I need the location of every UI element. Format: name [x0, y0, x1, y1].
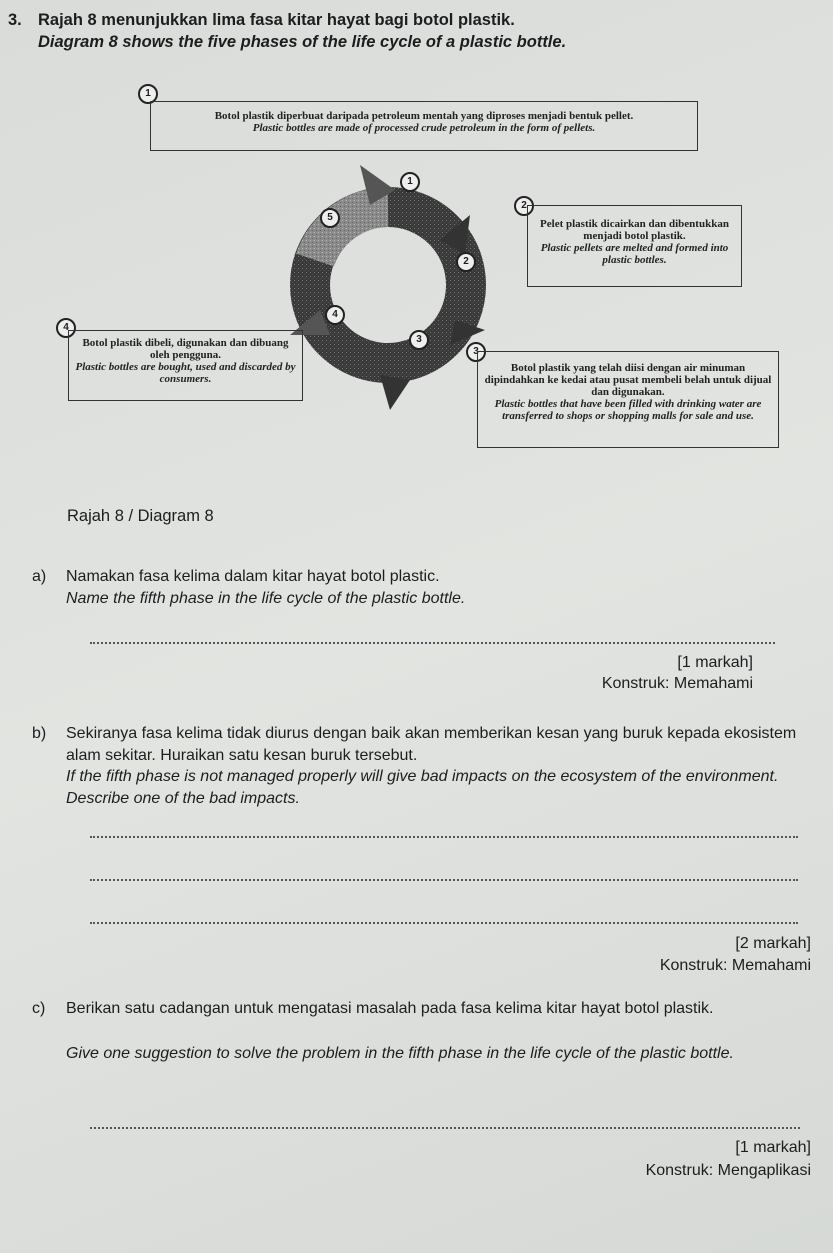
- part-a-ms: Namakan fasa kelima dalam kitar hayat botol plastic.: [66, 568, 440, 585]
- phase-3-ms: Botol plastik yang telah diisi dengan air minuman dipindahkan ke kedai atau pusat membeli belah untuk dijual dan digunakan.: [484, 362, 772, 398]
- part-c-construct: Konstruk: Mengaplikasi: [645, 1162, 811, 1179]
- answer-line-b1[interactable]: [90, 836, 798, 838]
- phase-4-marker: 4: [56, 318, 76, 338]
- phase-1-ms: Botol plastik diperbuat daripada petroleum mentah yang diproses menjadi bentuk pellet.: [214, 110, 634, 122]
- part-c-label: c): [32, 1000, 46, 1017]
- part-c-en: Give one suggestion to solve the problem in the fifth phase in the life cycle of the plastic bottle.: [66, 1045, 734, 1062]
- cycle-label-2: 2: [456, 252, 476, 272]
- phase-2-ms: Pelet plastik dicairkan dan dibentukkan menjadi botol plastik.: [540, 218, 729, 242]
- answer-line-a[interactable]: [90, 642, 775, 644]
- phase-3-marker: 3: [466, 342, 486, 362]
- cycle-ring: [270, 160, 510, 420]
- answer-line-c[interactable]: [90, 1127, 800, 1129]
- answer-line-b2[interactable]: [90, 879, 798, 881]
- part-a-label: a): [32, 568, 47, 585]
- part-a-marks: [1 markah]: [677, 654, 753, 671]
- phase-3-box: [477, 351, 779, 448]
- phase-2-en: Plastic pellets are melted and formed into plastic bottles.: [540, 242, 729, 266]
- part-b-construct: Konstruk: Memahami: [659, 957, 811, 974]
- part-a-en: Name the fifth phase in the life cycle of the plastic bottle.: [66, 590, 466, 607]
- part-b-en: If the fifth phase is not managed properly will give bad impacts on the ecosystem of the environment. Describe one of the bad impacts.: [66, 768, 779, 807]
- phase-1-en: Plastic bottles are made of processed crude petroleum in the form of pellets.: [252, 122, 596, 134]
- phase-3-en: Plastic bottles that have been filled with drinking water are transferred to shops or shopping malls for sale and use.: [494, 398, 762, 422]
- phase-1-marker: 1: [138, 84, 158, 104]
- cycle-label-5: 5: [320, 208, 340, 228]
- question-number: 3.: [8, 11, 22, 29]
- cycle-label-4: 4: [325, 305, 345, 325]
- phase-2-box: [527, 205, 742, 287]
- part-c-marks: [1 markah]: [735, 1139, 811, 1156]
- question-text-ms: Rajah 8 menunjukkan lima fasa kitar hayat bagi botol plastik.: [38, 11, 515, 29]
- cycle-label-3: 3: [409, 330, 429, 350]
- part-b-label: b): [32, 725, 47, 742]
- part-a-construct: Konstruk: Memahami: [601, 675, 753, 692]
- phase-4-en: Plastic bottles are bought, used and discarded by consumers.: [75, 361, 296, 385]
- question-text-en: Diagram 8 shows the five phases of the life cycle of a plastic bottle.: [38, 33, 567, 51]
- diagram-caption: Rajah 8 / Diagram 8: [67, 507, 214, 525]
- answer-line-b3[interactable]: [90, 922, 798, 924]
- part-c-ms: Berikan satu cadangan untuk mengatasi masalah pada fasa kelima kitar hayat botol plastik.: [66, 1000, 714, 1017]
- part-b-marks: [2 markah]: [735, 935, 811, 952]
- phase-4-ms: Botol plastik dibeli, digunakan dan dibuang oleh pengguna.: [82, 337, 289, 361]
- cycle-label-1: 1: [400, 172, 420, 192]
- phase-4-box: [68, 330, 303, 401]
- part-b-ms: Sekiranya fasa kelima tidak diurus dengan baik akan memberikan kesan yang buruk kepada ekosistem alam sekitar. Huraikan satu kesan buruk tersebut.: [66, 725, 797, 764]
- phase-2-marker: 2: [514, 196, 534, 216]
- phase-1-box: [150, 101, 698, 151]
